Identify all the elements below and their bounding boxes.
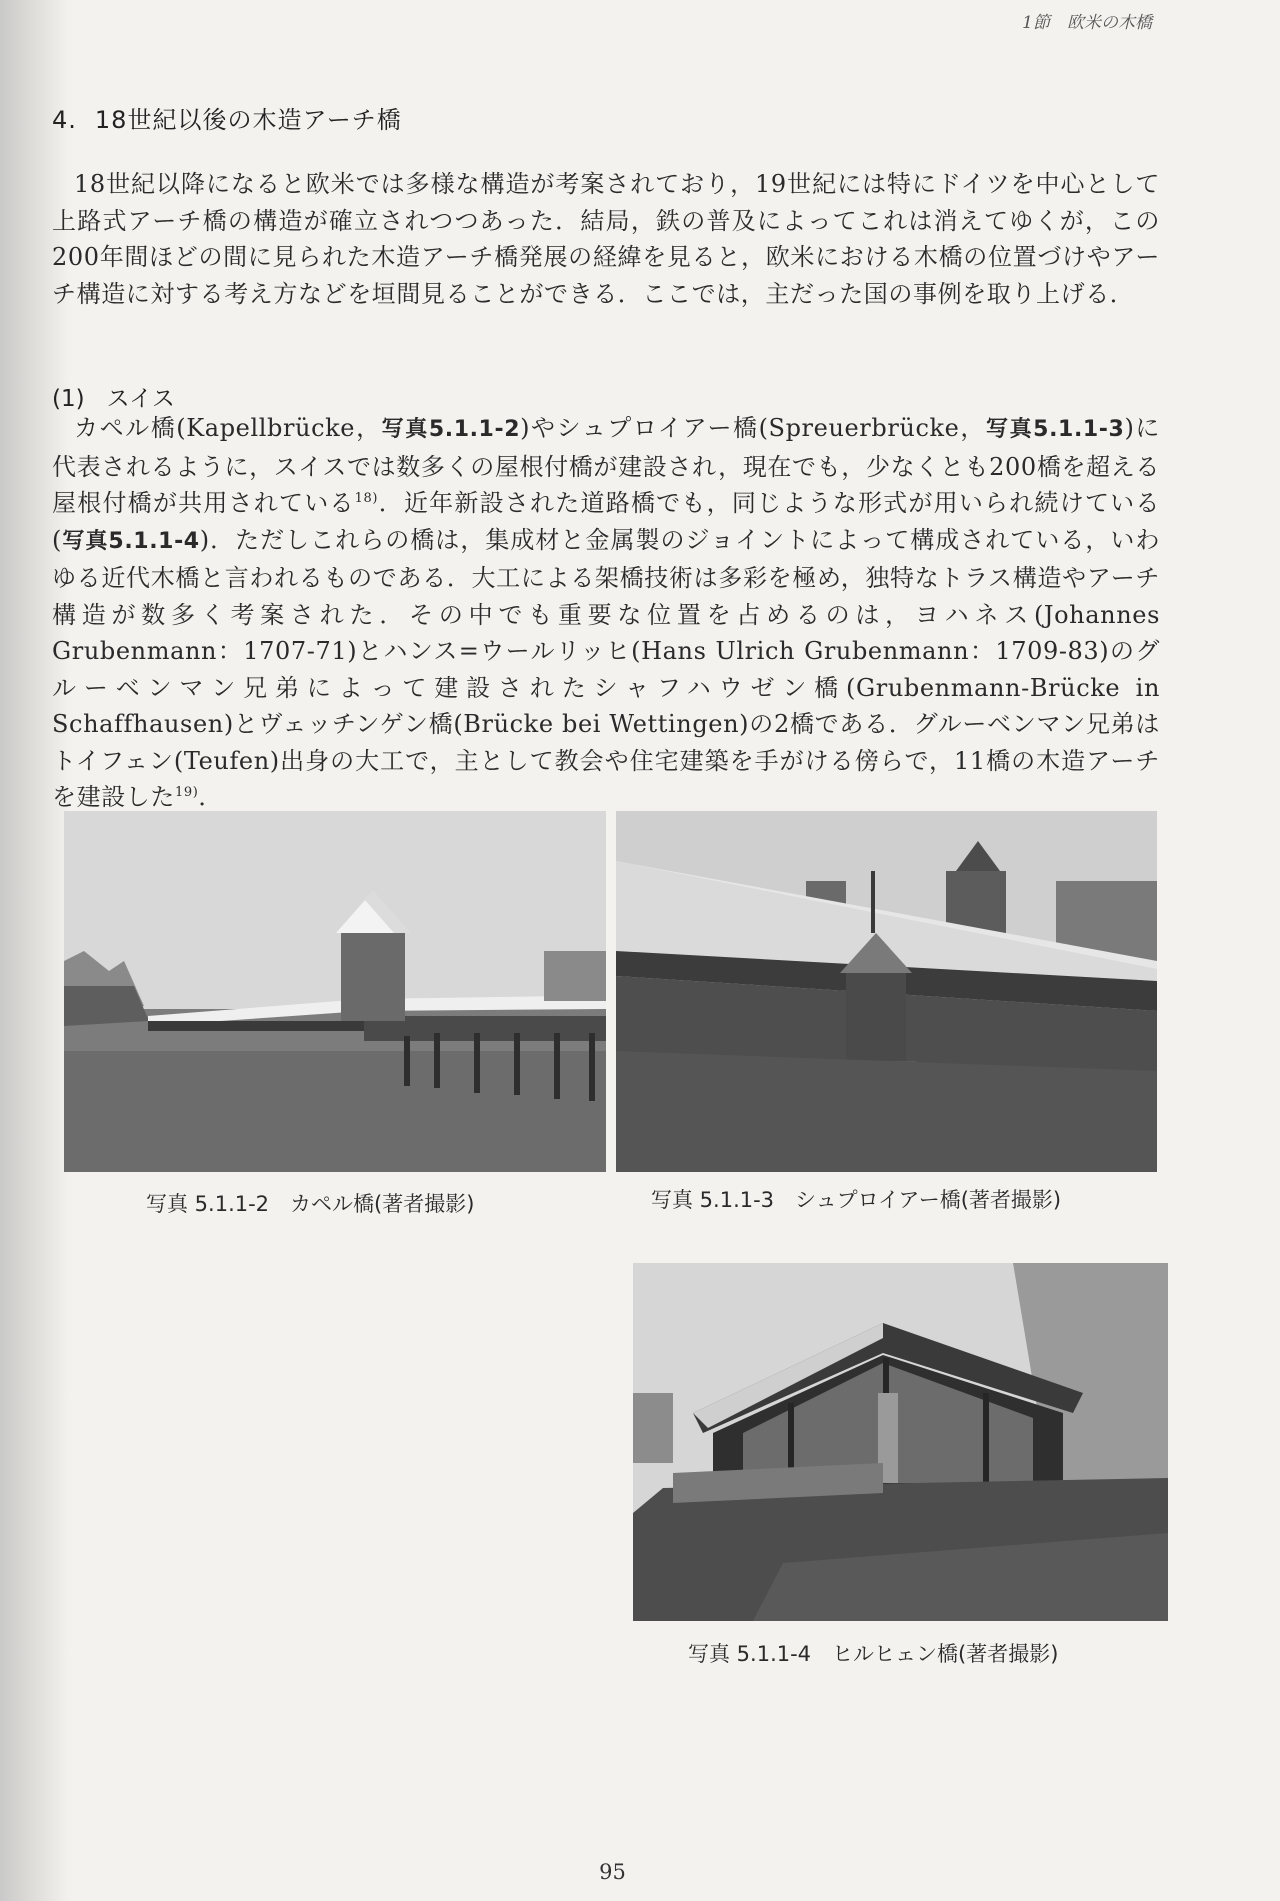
subsection-number: (1) — [52, 386, 85, 412]
footnote-marker: 19) — [175, 785, 199, 800]
photo-reference: 写真5.1.1-4 — [61, 528, 200, 554]
text-run: )に代表されるように，スイスでは数多くの屋根付橋が建設され，現在でも，少なくとも200橋を超える屋根付橋が共用されている — [52, 414, 1160, 517]
intro-paragraph: 18世紀以降になると欧米では多様な構造が考案されており，19世紀には特にドイツを中心として上路式アーチ橋の構造が確立されつつあった．結局，鉄の普及によってこれは消えてゆくが，この200年間ほどの間に見られた木造アーチ橋発展の経緯を見ると，欧米における木橋の位置づけやアーチ構造に対する考え方などを垣間見ることができる．ここでは，主だった国の事例を取り上げる． — [52, 170, 1160, 308]
text-run: ． — [198, 783, 224, 811]
photo-kapellbrucke — [64, 811, 606, 1172]
text-run: )．ただしこれらの橋は，集成材と金属製のジョイントによって構成されている，いわゆる近代木橋と言われるものである．大工による架橋技術は多彩を極め，独特なトラス構造やアーチ構造が数多く考案された．その中でも重要な位置を占めるのは，ヨハネス(Johannes Grubenmann：1707-71)とハンス=ウールリッヒ(Hans Ulrich Grubenmann：1709-83)のグルーベンマン兄弟によって建設されたシャフハウゼン橋(Grubenmann-Brücke in Schaffhausen)とヴェッチンゲン橋(Brücke bei Wettingen)の2橋である．グルーベンマン兄弟はトイフェン(Teufen)出身の大工で，主として教会や住宅建築を手がける傍らで，11橋の木造アーチを建設した — [52, 525, 1161, 811]
photo-reference: 写真5.1.1-2 — [381, 417, 521, 442]
photo-reference: 写真5.1.1-3 — [986, 417, 1125, 442]
photo-caption: 写真 5.1.1-3 シュプロイアー橋(著者撮影) — [651, 1188, 1062, 1212]
page-number: 95 — [599, 1860, 626, 1884]
photo-hirschenbrucke — [633, 1263, 1168, 1621]
subsection-title: スイス — [106, 386, 175, 412]
photo-caption: 写真 5.1.1-4 ヒルヒェン橋(著者撮影) — [688, 1642, 1059, 1666]
swiss-paragraph — [52, 410, 1160, 816]
running-head: 1節 欧米の木橋 — [1022, 13, 1152, 33]
section-title: 18世紀以後の木造アーチ橋 — [94, 106, 402, 134]
text-run: )やシュプロイアー橋(Spreuerbrücke， — [520, 414, 987, 442]
section-heading — [52, 100, 402, 135]
text-run: ．近年新設された道路橋でも，同じような形式が用いられ続けている( — [52, 489, 1160, 554]
section-number: 4. — [52, 106, 77, 134]
text-run: カペル橋(Kapellbrücke， — [74, 414, 382, 442]
subsection-heading — [52, 380, 175, 413]
photo-caption: 写真 5.1.1-2 カペル橋(著者撮影) — [146, 1192, 475, 1216]
photo-spreuerbrucke — [616, 811, 1157, 1172]
footnote-marker: 18) — [354, 491, 379, 506]
